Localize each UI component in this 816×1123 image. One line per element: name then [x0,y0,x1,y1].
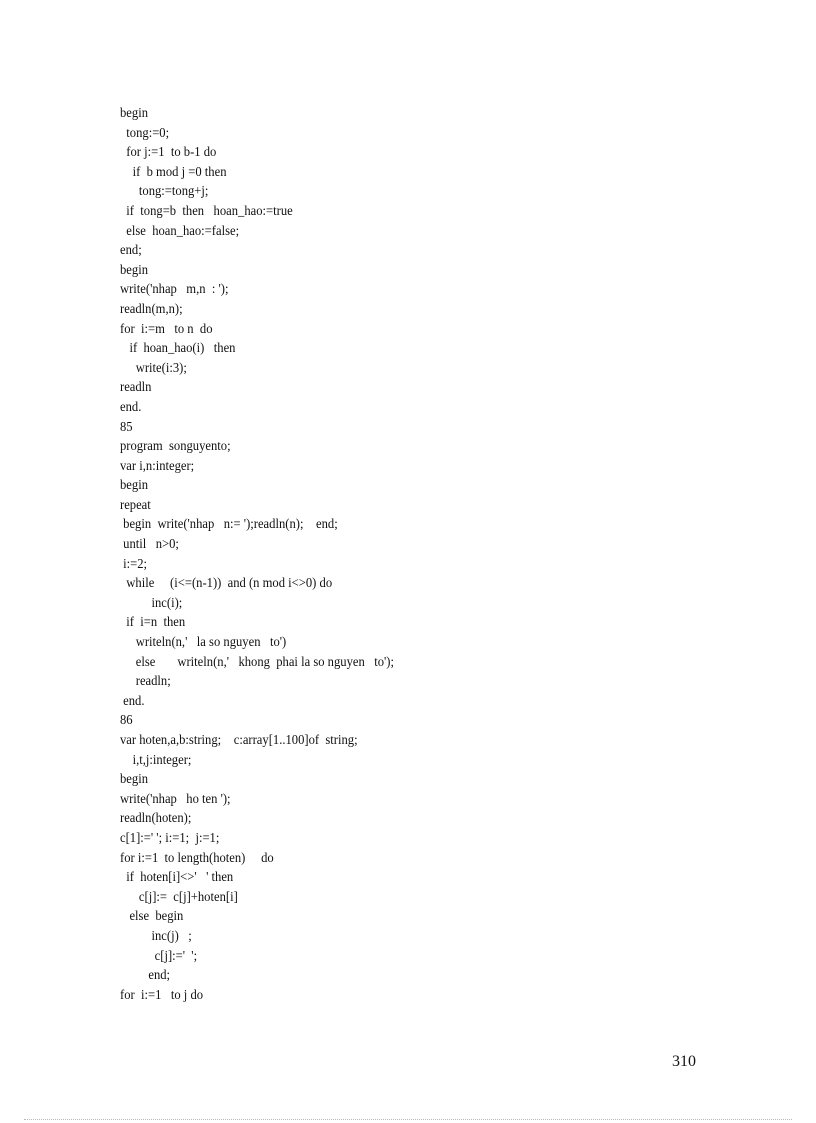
code-line: end. [120,399,142,415]
code-line: if tong=b then hoan_hao:=true [120,203,293,219]
code-line: else hoan_hao:=false; [120,223,240,239]
code-line: if hoten[i]<>' ' then [120,870,234,886]
code-line: else begin [120,909,184,925]
code-line: writeln(n,' la so nguyen to') [120,635,287,651]
code-line: write('nhap ho ten '); [120,791,231,807]
code-line: begin [120,106,148,121]
code-line: c[j]:=' '; [120,948,198,964]
code-line: inc(j) ; [120,928,192,944]
code-line: var hoten,a,b:string; c:array[1..100]of string; [120,733,358,748]
code-line: write(i:3); [120,360,187,376]
code-line: for i:=1 to j do [120,987,204,1003]
code-line: else writeln(n,' khong phai la so nguyen to'); [120,654,395,670]
code-line: for j:=1 to b-1 do [120,145,217,161]
code-line: for i:=1 to length(hoten) do [120,850,274,866]
code-line: for i:=m to n do [120,321,213,337]
code-line: begin [120,772,148,788]
code-line: readln(m,n); [120,301,183,317]
code-line: end; [120,243,142,259]
footer-divider [24,1119,792,1120]
code-line: tong:=tong+j; [120,184,209,200]
code-line: c[j]:= c[j]+hoten[i] [120,889,238,905]
code-line: if i=n then [120,615,186,631]
code-line: 86 [120,713,133,729]
code-line: begin write('nhap n:= ');readln(n); end; [120,517,338,533]
code-line: c[1]:=' '; i:=1; j:=1; [120,830,220,846]
code-line: end. [120,693,145,709]
code-line: readln [120,380,152,396]
code-line: readln; [120,674,171,690]
code-line: inc(i); [120,595,183,611]
code-line: 85 [120,419,133,435]
page-number: 310 [672,1053,696,1070]
code-line: write('nhap m,n : '); [120,282,229,298]
code-line: if hoan_hao(i) then [120,341,236,357]
code-line: tong:=0; [120,125,170,141]
code-line: var i,n:integer; [120,458,195,474]
code-line: if b mod j =0 then [120,164,227,180]
code-line: repeat [120,497,151,513]
code-listing [120,104,720,1005]
code-line: i:=2; [120,556,148,572]
code-line: begin [120,478,148,494]
code-line: until n>0; [120,537,179,553]
code-line: begin [120,262,148,278]
code-line: i,t,j:integer; [120,752,192,768]
code-line: program songuyento; [120,439,231,455]
code-line: while (i<=(n-1)) and (n mod i<>0) do [120,576,333,592]
code-line: readln(hoten); [120,811,192,827]
code-line: end; [120,968,171,984]
